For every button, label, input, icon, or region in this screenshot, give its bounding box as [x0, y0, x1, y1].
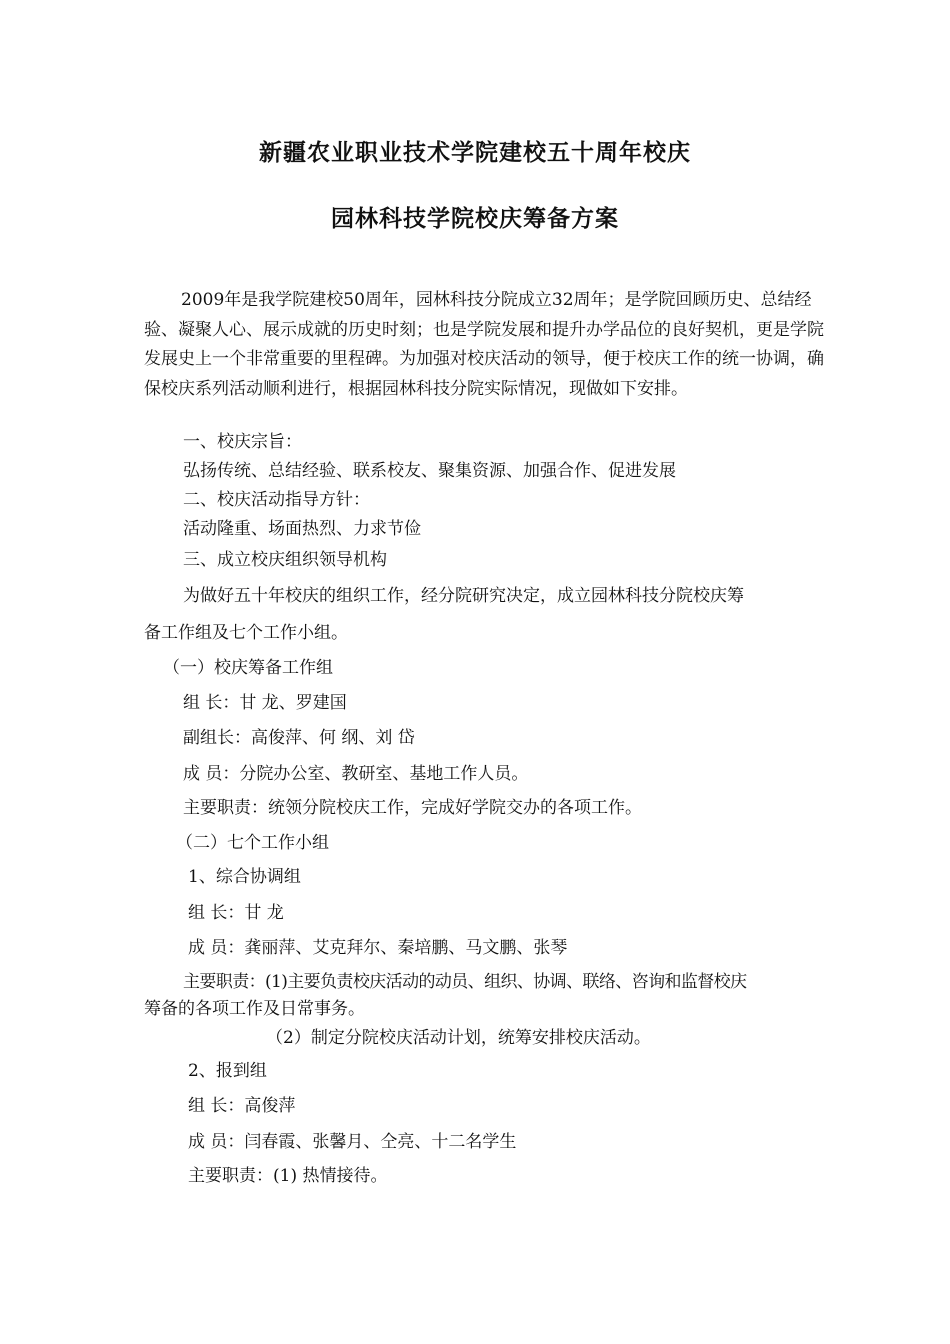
- group1-leader: 组 长：甘 龙、罗建国: [183, 693, 347, 713]
- sec2-heading: 二、校庆活动指导方针：: [183, 490, 370, 510]
- team2-duty: 主要职责：(1) 热情接待。: [188, 1166, 388, 1186]
- sec1-heading: 一、校庆宗旨：: [183, 432, 302, 452]
- team1-duty-line1: 主要职责：(1)主要负责校庆活动的动员、组织、协调、联络、咨询和监督校庆: [183, 972, 747, 992]
- group1-duty: 主要职责：统领分院校庆工作，完成好学院交办的各项工作。: [183, 798, 642, 818]
- sec3-text-line1: 为做好五十年校庆的组织工作，经分院研究决定，成立园林科技分院校庆筹: [183, 586, 744, 606]
- team2-leader: 组 长：高俊萍: [188, 1096, 296, 1116]
- intro-text: 2009年是我学院建校50周年，园林科技分院成立32周年；是学院回顾历史、总结经验、凝聚人心、展示成就的历史时刻；也是学院发展和提升办学品位的良好契机，更是学院发展史上一个非常重要的里程碑。为加强对校庆活动的领导，便于校庆工作的统一协调，确保校庆系列活动顺利进行，根据园林科技分院实际情况，现做如下安排。: [144, 290, 824, 399]
- doc-title-line1: 新疆农业职业技术学院建校五十周年校庆: [259, 140, 691, 166]
- team1-leader: 组 长：甘 龙: [188, 903, 284, 923]
- team1-name: 1、综合协调组: [188, 867, 301, 887]
- sec3-heading: 三、成立校庆组织领导机构: [183, 550, 387, 570]
- group1-heading: （一）校庆筹备工作组: [163, 658, 333, 678]
- intro-paragraph: [144, 286, 834, 404]
- sec1-text: 弘扬传统、总结经验、联系校友、聚集资源、加强合作、促进发展: [183, 461, 676, 481]
- team1-members: 成 员：龚丽萍、艾克拜尔、秦培鹏、马文鹏、张琴: [188, 938, 568, 958]
- group1-deputy: 副组长：高俊萍、何 纲、刘 岱: [183, 728, 415, 748]
- doc-title-line2: 园林科技学院校庆筹备方案: [331, 206, 619, 232]
- group1-members: 成 员：分院办公室、教研室、基地工作人员。: [183, 764, 529, 784]
- sec3-text-line2: 备工作组及七个工作小组。: [144, 623, 348, 643]
- team2-members: 成 员：闫春霞、张馨月、仝亮、十二名学生: [188, 1132, 517, 1152]
- team2-name: 2、报到组: [188, 1061, 267, 1081]
- team1-duty2: （2）制定分院校庆活动计划，统筹安排校庆活动。: [266, 1028, 651, 1048]
- sec2-text: 活动隆重、场面热烈、力求节俭: [183, 519, 421, 539]
- group2-heading: （二）七个工作小组: [176, 833, 329, 853]
- team1-duty-line2: 筹备的各项工作及日常事务。: [144, 999, 365, 1019]
